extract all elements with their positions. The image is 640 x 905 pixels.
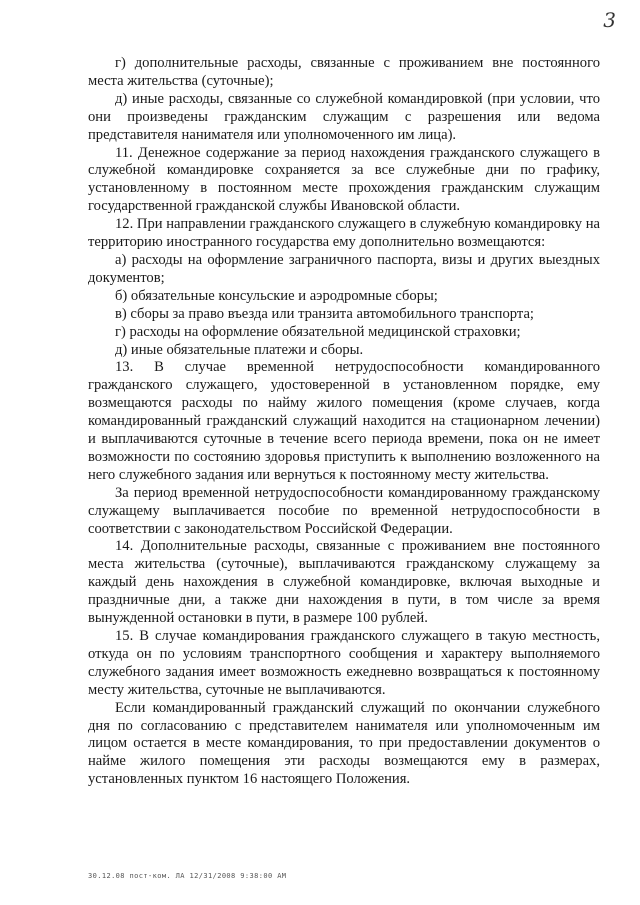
paragraph: Если командированный гражданский служащий по окончании служебного дня по согласованию с представителем нанимателя или уполномоченным им лицом остается в месте командирования, то при предоставлении документов о найме жилого помещения эти расходы возмещаются ему в размерах, установленных пунктом 16 настоящего Положения. (88, 699, 600, 788)
paragraph: За период временной нетрудоспособности командированному гражданскому служащему выплачивается пособие по временной нетрудоспособности в соответствии с законодательством Российской Федерации. (88, 484, 600, 537)
paragraph: а) расходы на оформление заграничного паспорта, визы и других выездных документов; (88, 251, 600, 286)
paragraph: д) иные расходы, связанные со служебной командировкой (при условии, что они произведены гражданским служащим с разрешения или ведома представителя нанимателя или уполномоченного им лица). (88, 90, 600, 143)
footer-print-stamp: 30.12.08 пост-ком. ЛА 12/31/2008 9:38:00 AM (88, 872, 287, 880)
paragraph: д) иные обязательные платежи и сборы. (115, 341, 364, 358)
paragraph: 11. Денежное содержание за период нахождения гражданского служащего в служебной командировке сохраняется за все служебные дни по графику, установленному в постоянном месте прохождения гражданским служащим государственной гражданской службы Ивановской области. (88, 144, 600, 215)
paragraph: 12. При направлении гражданского служащего в служебную командировку на территорию иностранного государства ему дополнительно возмещаются: (88, 216, 600, 251)
paragraph: г) дополнительные расходы, связанные с проживанием вне постоянного места жительства (суточные); (88, 55, 600, 89)
paragraph: г) расходы на оформление обязательной медицинской страховки; (115, 323, 521, 340)
paragraph: б) обязательные консульские и аэродромные сборы; (115, 287, 438, 304)
paragraph: 13. В случае временной нетрудоспособности командированного гражданского служащего, удостоверенной в установленном порядке, ему возмещаются расходы по найму жилого помещения (кроме случаев, когда командированный гражданский служащий находится на стационарном лечении) и выплачиваются суточные в течение всего периода времени, пока он не имеет возможности по состоянию здоровья приступить к выполнению возложенного на него служебного задания или вернуться к постоянному месту жительства. (88, 359, 600, 483)
paragraph: 15. В случае командирования гражданского служащего в такую местность, откуда он по условиям транспортного сообщения и характеру выполняемого служебного задания имеет возможность ежедневно возвращаться к постоянному месту жительства, суточные не выплачиваются. (88, 628, 600, 698)
document-body (88, 55, 600, 789)
paragraph: 14. Дополнительные расходы, связанные с проживанием вне постоянного места жительства (суточные), выплачиваются гражданскому служащему за каждый день нахождения в служебной командировке, включая выходные и праздничные дни, а также дни нахождения в пути, в том числе за время вынужденной остановки в пути, в размере 100 рублей. (88, 538, 600, 627)
page-number: 3 (603, 8, 616, 32)
paragraph: в) сборы за право въезда или транзита автомобильного транспорта; (115, 305, 534, 322)
